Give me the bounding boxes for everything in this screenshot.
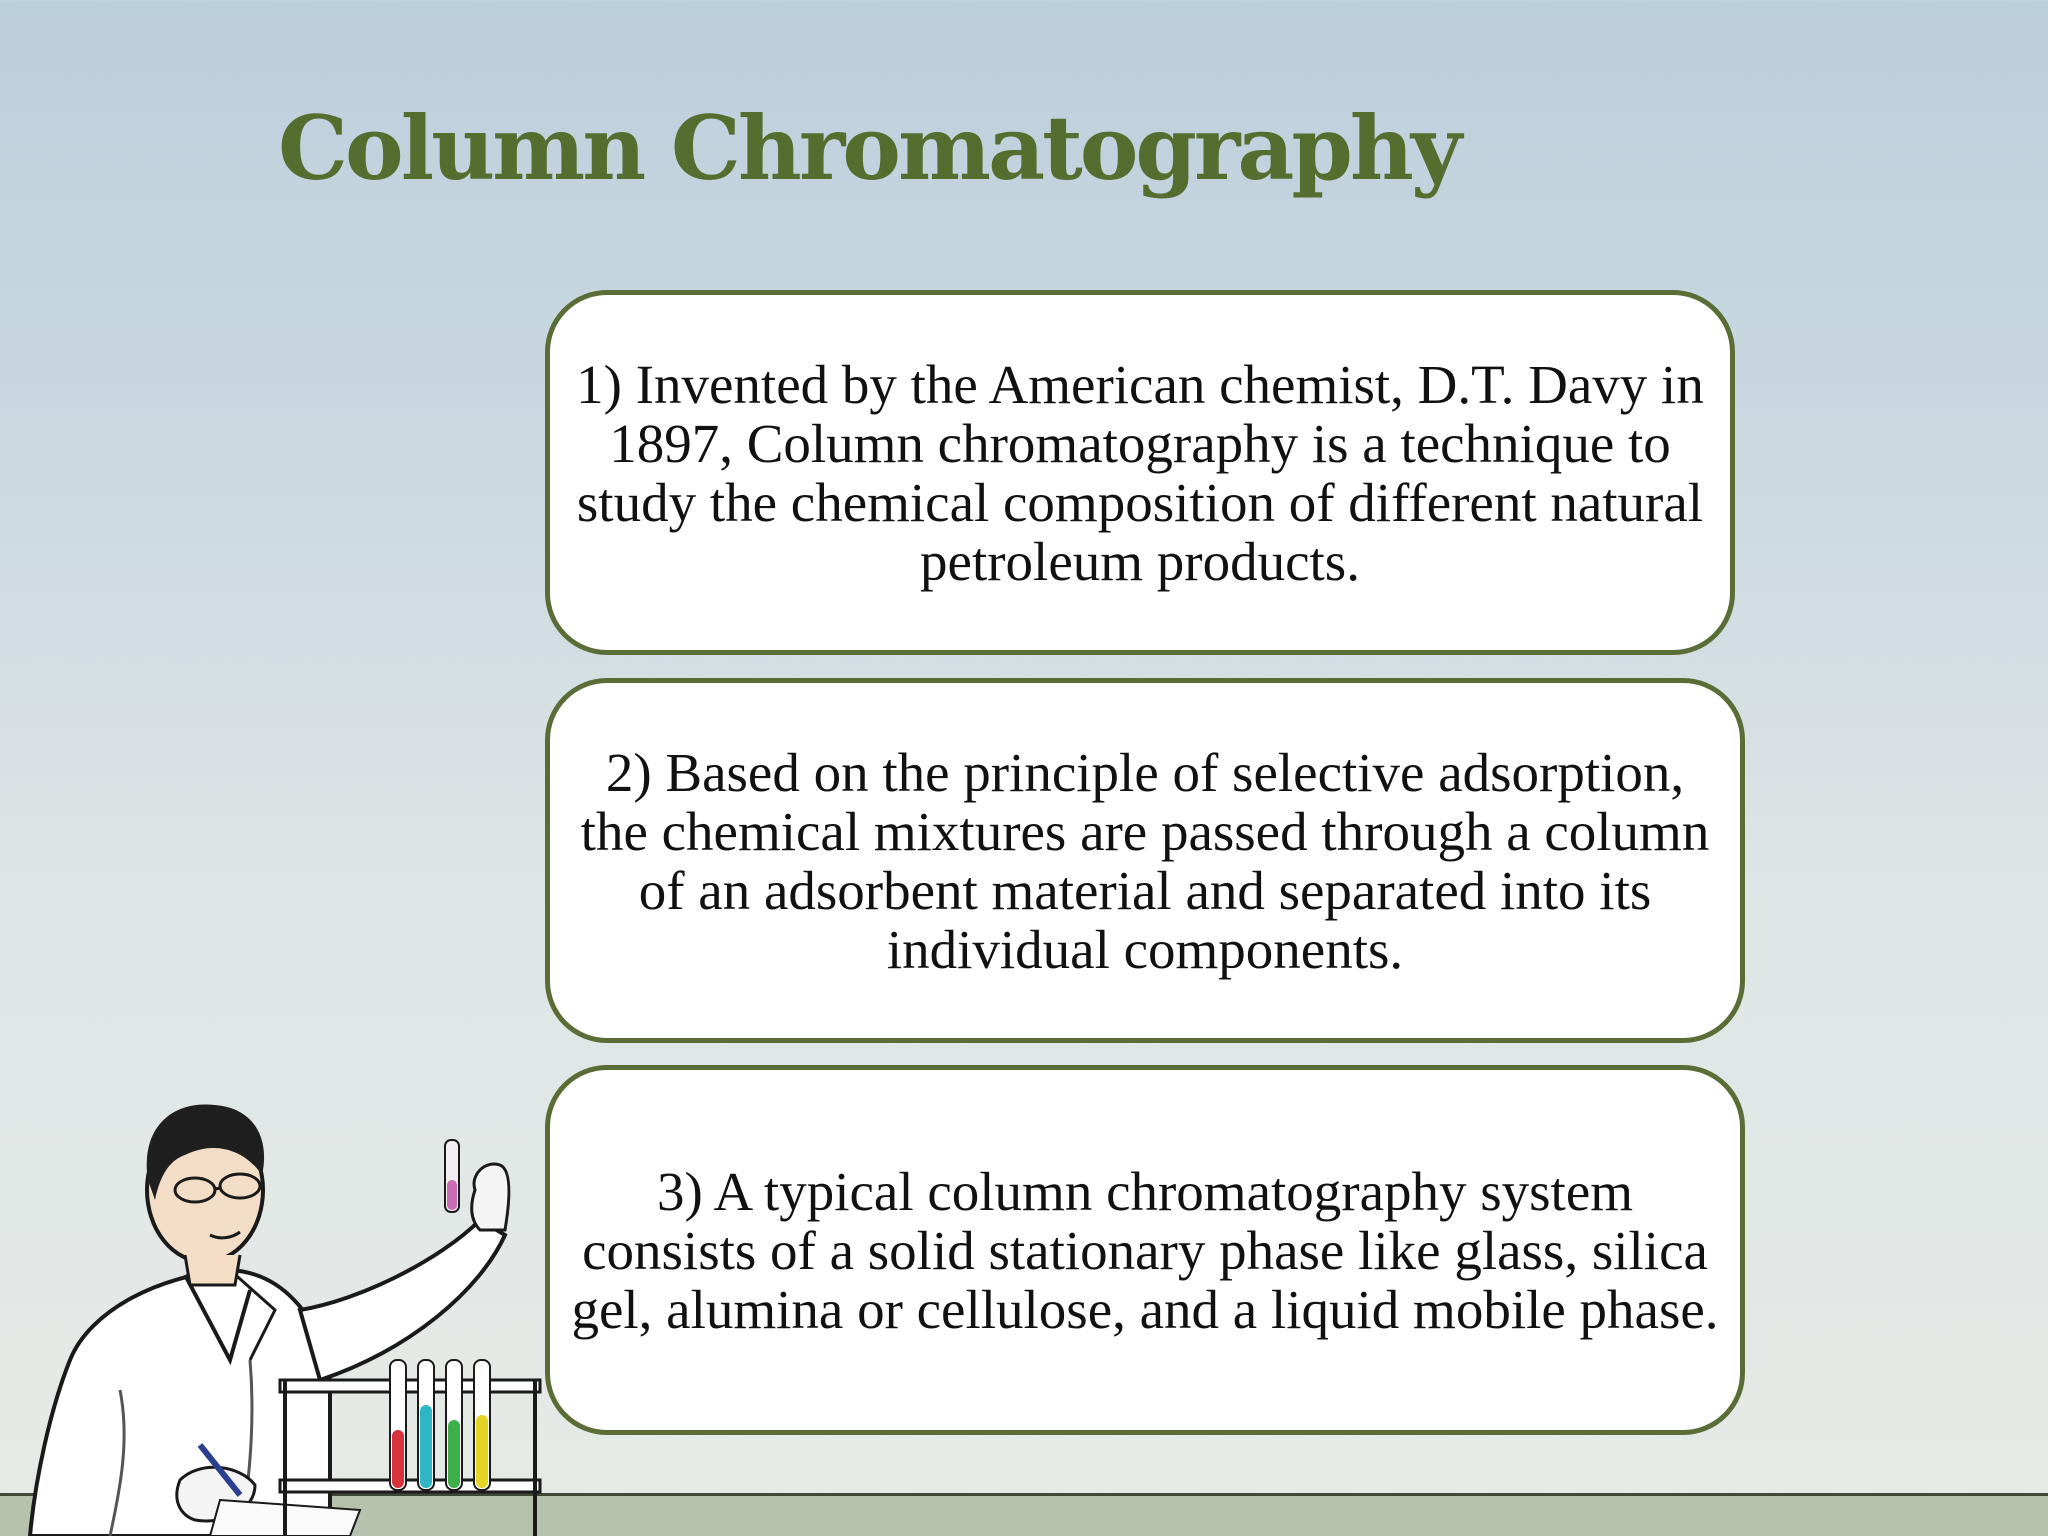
- point-card-3: [545, 1065, 1745, 1435]
- scientist-illustration: [0, 1060, 560, 1536]
- slide-title: Column Chromatography: [278, 96, 1459, 200]
- point-text-2: 2) Based on the principle of selective adsorption, the chemical mixtures are passed through a column of an adsorbent material and separated into its individual components.: [580, 741, 1710, 980]
- point-card-2: [545, 678, 1745, 1043]
- point-text-3: 3) A typical column chromatography system consists of a solid stationary phase like glass, silica gel, alumina or cellulose, and a liquid mobile phase.: [571, 1160, 1719, 1340]
- point-text-1: 1) Invented by the American chemist, D.T. Davy in 1897, Column chromatography is a technique to study the chemical composition of different natural petroleum products.: [576, 353, 1704, 592]
- point-card-1: [545, 290, 1735, 655]
